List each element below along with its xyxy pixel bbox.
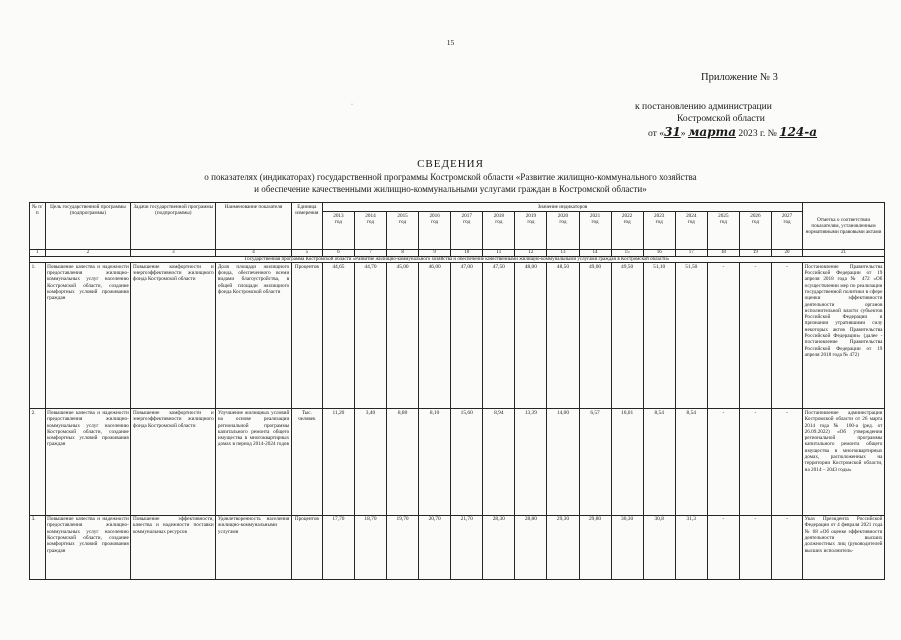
row-value: 28,30 [483,515,515,579]
column-number: 7 [354,250,386,256]
year-header: 2024 год [675,212,707,250]
row-goal: Повышение качества и надежности предоставления жилищно-коммунальных услуг населению Костромской области, создание комфортных условий проживания граждан [45,263,131,409]
column-number: 12 [515,250,547,256]
handwritten-day: 31 [664,125,681,139]
scan-speck: · [351,102,353,108]
col-header-num: № п/п [30,203,46,250]
decree-line-1: к постановлению администрации [635,101,772,112]
column-number: 5 [291,250,322,256]
row-value: - [707,263,739,409]
row-value: 48,00 [515,263,547,409]
row-value: 47,00 [451,263,483,409]
row-goal: Повышение качества и надежности предоставления жилищно-коммунальных услуг населению Костромской области, создание комфортных условий проживания граждан [45,409,131,515]
row-value: 15,60 [451,409,483,515]
row-value: 11,20 [322,409,354,515]
table-row [30,409,885,515]
decree-date-line [648,125,817,139]
table-row [30,515,885,579]
column-number: 14 [579,250,611,256]
row-indicator: Удовлетворенность населения жилищно-коммунальными услугами [216,515,292,579]
row-value: - [707,409,739,515]
row-note: Указ Президента Российской Федерации от 4 февраля 2021 года № 68 «Об оценке эффективности деятельности высших должностных лиц (руководителей высших исполнитель- [803,515,885,579]
row-value: 16,01 [611,409,643,515]
column-number: 3 [131,250,216,256]
row-value: 6,57 [579,409,611,515]
column-number: 17 [675,250,707,256]
row-value: - [771,409,802,515]
row-value: 44,65 [322,263,354,409]
row-unit: Тыс. человек [291,409,322,515]
page-number: 15 [446,38,455,47]
subtitle-line-1: о показателях (индикаторах) государственной программы Костромской области «Развитие жилищно-коммунального хозяйства [204,172,697,182]
year-header: 2022 год [611,212,643,250]
year-header: 2020 год [547,212,579,250]
row-number: 2. [30,409,46,515]
row-number: 3. [30,515,46,579]
column-number: 6 [322,250,354,256]
year-header: 2027 год [771,212,802,250]
col-header-note: Отметка о соответствии показателям, установленным нормативными правовыми актами [803,203,885,250]
row-value: 51,10 [643,263,675,409]
appendix-label: Приложение № 3 [701,72,778,83]
header-row-1 [30,203,885,212]
row-value: 19,70 [387,515,419,579]
date-mid: » [680,128,686,139]
col-header-values-group: Значение индикаторов [322,203,802,212]
row-value: 48,50 [547,263,579,409]
column-number: 8 [387,250,419,256]
row-value: 51,50 [675,263,707,409]
col-header-indicator: Наименование показателя [216,203,292,250]
row-value: - [739,515,771,579]
year-header: 2018 год [483,212,515,250]
handwritten-number: 124-а [779,125,818,139]
column-number: 1 [30,250,46,256]
decree-line-2: Костромской области [677,113,765,124]
row-value: 49,50 [611,263,643,409]
date-year: 2023 г. № [738,128,777,139]
year-header: 2021 год [579,212,611,250]
year-header: 2014 год [354,212,386,250]
row-value: - [707,515,739,579]
row-value: 49,00 [579,263,611,409]
subtitle-line-2: и обеспечение качественными жилищно-коммунальными услугами граждан в Костромской области» [254,184,647,194]
column-number: 15 [611,250,643,256]
row-value: 44,70 [354,263,386,409]
row-note: Постановление администрации Костромской области от 26 марта 2014 года № 100-а (ред. от 26.09.2022) «Об утверждении региональной программы капитального ремонта общего имущества в многоквартирных домах, расположенных на территории Костромской области, на 2014 – 2043 годы» [803,409,885,515]
row-value: 8,54 [675,409,707,515]
program-title: Государственная программа Костромской области «Развитие жилищно-коммунального хозяйства и обеспечение качественными жилищно-коммунальными услугами граждан в Костромской области» [30,256,885,262]
column-number: 18 [707,250,739,256]
row-goal: Повышение качества и надежности предоставления жилищно-коммунальных услуг населению Костромской области, создание комфортных условий проживания граждан [45,515,131,579]
row-task: Повышение комфортности и энергоэффективности жилищного фонда Костромской области [131,409,216,515]
row-task: Повышение эффективности, качества и надежности поставки коммунальных ресурсов [131,515,216,579]
row-value: - [771,515,802,579]
row-value: 14,00 [547,409,579,515]
year-header: 2025 год [707,212,739,250]
row-indicator: Улучшение жилищных условий на основе реализации региональной программы капитального ремонта общего имущества в многоквартирных домах в период 2014-2024 годов [216,409,292,515]
column-number: 20 [771,250,802,256]
row-value: 8,80 [387,409,419,515]
row-value: 29,30 [547,515,579,579]
row-value: 30,8 [643,515,675,579]
column-number: 16 [643,250,675,256]
row-unit: Процентов [291,515,322,579]
row-note: Постановление Правительства Российской Федерации от 19 апреля 2018 года № 472 «Об осуществлении мер по реализации государственной политики в сфере оценки эффективности деятельности органов исполнительной власти субъектов Российской Федерации и признании утратившими силу некоторых актов Правительства Российской Федерации» (далее - постановление Правительства Российской Федерации от 19 апреля 2018 года № 472) [803,263,885,409]
column-number: 10 [451,250,483,256]
row-value: 18,70 [354,515,386,579]
row-value: 8,54 [643,409,675,515]
row-value: 46,00 [419,263,451,409]
row-value: 8,10 [419,409,451,515]
row-indicator: Доля площади жилищного фонда, обеспеченного всеми видами благоустройства, в общей площади жилищного фонда Костромской области [216,263,292,409]
row-number: 1. [30,263,46,409]
row-value: 21,70 [451,515,483,579]
year-header: 2019 год [515,212,547,250]
row-value: 3,40 [354,409,386,515]
column-number: 9 [419,250,451,256]
year-header: 2016 год [419,212,451,250]
date-prefix: от « [648,128,665,139]
col-header-goal: Цель государственной программы (подпрограммы) [45,203,131,250]
year-header: 2015 год [387,212,419,250]
column-number: 19 [739,250,771,256]
row-value: - [739,409,771,515]
handwritten-month: марта [687,125,737,139]
column-number: 21 [803,250,885,256]
year-header: 2017 год [451,212,483,250]
row-task: Повышение комфортности и энергоэффективности жилищного фонда Костромской области [131,263,216,409]
year-header: 2013 год [322,212,354,250]
row-value: 13,39 [515,409,547,515]
col-header-task: Задачи государственной программы (подпрограммы) [131,203,216,250]
year-header: 2023 год [643,212,675,250]
row-value: 8,94 [483,409,515,515]
row-value: - [771,263,802,409]
row-value: 31,3 [675,515,707,579]
row-unit: Процентов [291,263,322,409]
row-value: 45,00 [387,263,419,409]
row-value: 30,30 [611,515,643,579]
column-number: 4 [216,250,292,256]
column-number: 11 [483,250,515,256]
col-header-unit: Единица измерения [291,203,322,250]
row-value: 17,70 [322,515,354,579]
row-value: - [739,263,771,409]
document-subtitle [0,171,901,195]
row-value: 20,70 [419,515,451,579]
column-number: 2 [45,250,131,256]
row-value: 47,50 [483,263,515,409]
document-title: СВЕДЕНИЯ [417,158,484,170]
row-value: 28,80 [515,515,547,579]
indicators-table [29,202,885,580]
row-value: 29,80 [579,515,611,579]
table-row [30,263,885,409]
column-number: 13 [547,250,579,256]
year-header: 2026 год [739,212,771,250]
